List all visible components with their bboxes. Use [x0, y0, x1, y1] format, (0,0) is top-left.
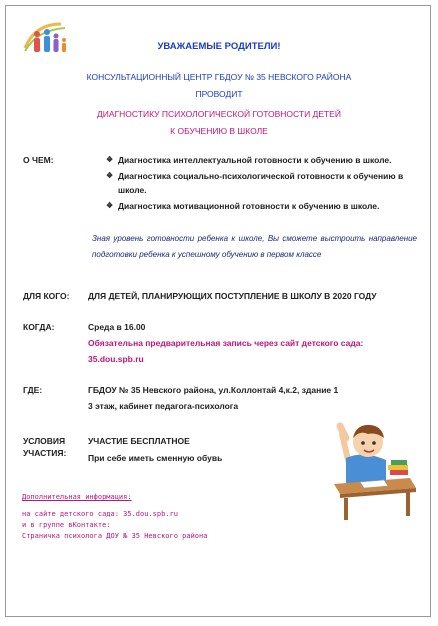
- conditions-label-2: УЧАСТИЯ:: [23, 448, 67, 458]
- for-whom-value: ДЛЯ ДЕТЕЙ, ПЛАНИРУЮЩИХ ПОСТУПЛЕНИЕ В ШКОЛУ В 2020 ГОДУ: [88, 291, 377, 301]
- when-site-link[interactable]: 35.dou.spb.ru: [88, 354, 144, 364]
- about-label: О ЧЕМ:: [23, 155, 54, 165]
- where-line-2: 3 этаж, кабинет педагога-психолога: [88, 401, 239, 411]
- conditions-line-2: При себе иметь сменную обувь: [88, 453, 223, 463]
- additional-line-2: и в группе вКонтакте:: [22, 521, 111, 529]
- diamond-bullet-icon: ❖: [106, 171, 114, 180]
- where-line-1: ГБДОУ № 35 Невского района, ул.Коллонтай 4,к.2, здание 1: [88, 385, 339, 395]
- list-item: ❖ Диагностика социально-психологической готовности к обучению в школе.: [106, 171, 404, 195]
- for-whom-label: ДЛЯ КОГО:: [23, 291, 70, 301]
- schoolboy-illustration-icon: [324, 412, 420, 522]
- page-title: УВАЖАЕМЫЕ РОДИТЕЛИ!: [157, 41, 281, 52]
- when-value: Среда в 16.00: [88, 322, 146, 332]
- list-item: ❖ Диагностика мотивационной готовности к обучению в школе.: [106, 201, 380, 211]
- diamond-bullet-icon: ❖: [106, 201, 114, 210]
- about-list: [106, 153, 416, 215]
- additional-line-1[interactable]: на сайте детского сада: 35.dou.spb.ru: [22, 510, 178, 518]
- header-line-3: ДИАГНОСТИКУ ПСИХОЛОГИЧЕСКОЙ ГОТОВНОСТИ ДЕТЕЙ: [97, 109, 341, 119]
- when-registration-note: Обязательна предварительная запись через сайт детского сада:: [88, 338, 364, 348]
- conditions-label-1: УСЛОВИЯ: [23, 436, 66, 446]
- diamond-bullet-icon: ❖: [106, 155, 114, 164]
- list-item: ❖ Диагностика интеллектуальной готовности к обучению в школе.: [106, 155, 392, 165]
- header-line-2: ПРОВОДИТ: [195, 89, 243, 99]
- note-text: Зная уровень готовности ребенка к школе, Вы сможете выстроить направление подготовки ребенка к успешному обучению в первом классе: [92, 234, 417, 259]
- when-label: КОГДА:: [23, 322, 55, 332]
- conditions-line-1: УЧАСТИЕ БЕСПЛАТНОЕ: [88, 436, 190, 446]
- where-label: ГДЕ:: [23, 385, 43, 395]
- header-line-4: К ОБУЧЕНИЮ В ШКОЛЕ: [170, 126, 268, 136]
- header-line-1: КОНСУЛЬТАЦИОННЫЙ ЦЕНТР ГБДОУ № 35 НЕВСКОГО РАЙОНА: [86, 72, 352, 82]
- family-logo-icon: [21, 18, 73, 58]
- additional-line-3[interactable]: Страничка психолога ДОУ № 35 Невского района: [22, 532, 208, 540]
- additional-heading: Дополнительная информация:: [22, 493, 132, 501]
